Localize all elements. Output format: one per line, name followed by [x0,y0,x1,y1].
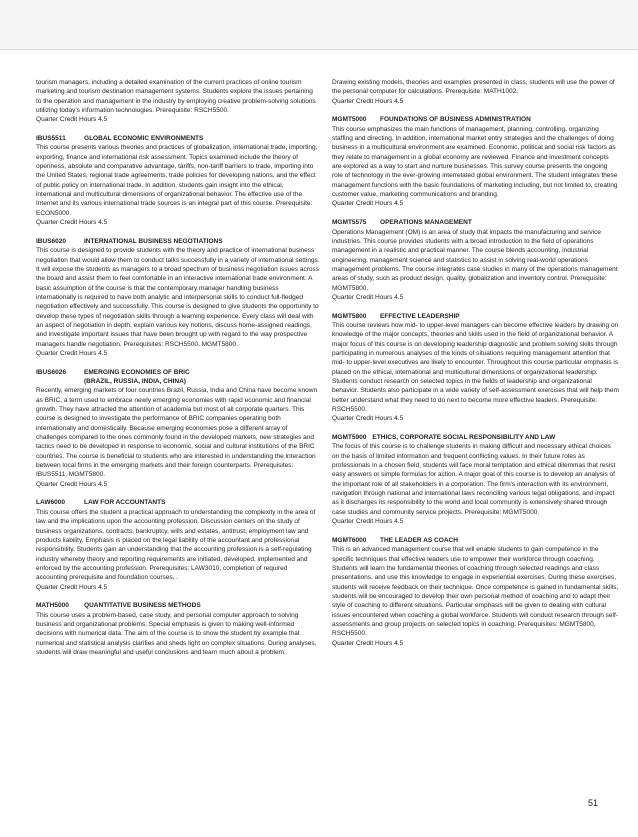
course-mgmt5575 [332,218,619,302]
course-mgmt6000 [332,536,619,648]
course-code: MATH5000 [36,602,69,610]
course-title: GLOBAL ECONOMIC ENVIRONMENTS [84,135,204,143]
course-code: MGMT5000 [332,116,367,124]
course-description: Recently, emerging markets of four countries Brazil, Russia, India and China have become known as BRIC, a term used to embrace newly emerging economies with rapid economic and financial growth. They have attracted the attention of academia but most of all corporate quarters. This course is designed to investigate the performance of BRIC companies operating both internationally and domestically. Because emerging economies pose a different array of challenges compared to the ones commonly found in the developed markets, new strategies and tactics need to be developed in response to economic, social and cultural institutions of the BRIC countries. The course is beneficial to students who are interested in understanding the interaction between local firms in the emerging markets and their foreign counterparts. Prerequisites: IBUS5511, MGMT5800. [36,387,318,479]
course-title: EFFECTIVE LEADERSHIP [380,312,460,320]
right-column [332,78,619,657]
course-law6000 [36,498,320,591]
course-code: IBUS6020 [36,237,67,245]
course-heading [36,368,320,377]
course-description: Operations Management (OM) is an area of study that impacts the manufacturing and service industries. This course provides students with a broad introduction to the field of operations management in a realistic and practical manner. The course blends accounting, industrial engineering, management science and statistics to assist in solving real-world operations management problems. The course integrates case studies in many of the operations management areas of study, such as product design, quality, globalization and inventory control. Prerequisite: MGMT5800. [332,228,618,292]
course-description: tourism managers, including a detailed examination of the current practices of online tourism marketing and tourism destination management systems. Students explore the issues pertaining to the operation and management in the industry by employing creative problem-solving solutions utilizing today’s information technologies. Prerequisite: RSCH5500. [36,79,316,115]
course-credit-hours: Quarter Credit Hours 4.5 [332,415,404,423]
course-code: IBUS5511 [36,135,66,143]
course-mgmt5800 [332,312,619,424]
course-subtitle: (BRAZIL, RUSSIA, INDIA, CHINA) [84,378,186,385]
course-code: MGMT5900 [332,434,367,442]
course-heading [36,237,320,246]
course-heading [332,536,619,545]
course-code: MGMT5800 [332,312,367,320]
course-title: QUANTITATIVE BUSINESS METHODS [84,602,201,610]
course-credit-hours: Quarter Credit Hours 4.5 [332,293,404,301]
course-math5000 [36,601,320,657]
course-description: Drawing existing models, theories and examples presented in class, students will use the power of the personal computer for calculations. Prerequisite: MATH1002. [332,79,615,96]
course-description: This course emphasizes the main functions of management, planning, controlling, organizing staffing and directing. In addition, international market entry strategies and the challenges of doing business in a multicultural environment are examined. Economic, political and social risk factors as they relate to management in a global economy are reviewed. Finance and investment concepts are explored as a way to start and nurture businesses. This survey course presents the ongoing role of technology in the ever-growing interrelated global environment. The student integrates these management functions with the basic foundations of marketing including, but not limited to, creating customer value, marketing communications and branding. [332,125,618,199]
course-ibus6020 [36,237,320,358]
course-credit-hours: Quarter Credit Hours 4.5 [332,97,404,105]
page-number: 51 [588,798,599,808]
course-heading [36,498,320,507]
course-heading [332,312,619,321]
course-description: The focus of this course is to challenge students in making difficult and necessary ethical choices on the basis of limited information and frequent conflicting values. In their future roles as professionals in a chosen field, students will face moral temptation and ethical dilemmas that resist easy answers or simple formulas for action. A major goal of this course is to develop an analysis of the important role of all stakeholders in a corporation. The firm’s interaction with its environment, navigation through national and international laws reconciling various legal obligations, and impact as it discharges its responsibility to the world and local community is extensively shared through case studies and community service projects. Prerequisite: MGMT5000. [332,443,616,516]
top-banner [0,0,638,50]
course-heading [332,433,619,442]
course-credit-hours: Quarter Credit Hours 4.5 [36,349,108,357]
course-credit-hours: Quarter Credit Hours 4.5 [332,200,404,208]
course-code: MGMT5575 [332,219,367,227]
course-heading [36,134,320,143]
continued-course-tail [332,78,619,106]
course-code: IBUS6026 [36,368,67,376]
course-description: This course reviews how mid- to upper-level managers can become effective leaders by drawing on knowledge of the major concepts, theories and skills used in the field of organizational behavior. A major focus of this course is on developing leadership diagnostic and problem solving skills through participating in numerous analyses of the kinds of situations requiring management attention that mid- to upper-level executives are likely to encounter. Throughout this course particular emphasis is placed on the ethical, international and multicultural dimensions of organizational leadership. Students conduct research on selected topics in the fields of leadership and organizational behavior. Students also participate in a wide variety of self-assessment exercises that will help them better understand what they need to do next to become more effective leaders. Prerequisite: RSCH5500. [332,321,619,414]
course-title: INTERNATIONAL BUSINESS NEGOTIATIONS [84,237,223,245]
course-title: LAW FOR ACCOUNTANTS [84,499,166,507]
course-mgmt5900 [332,433,619,526]
course-title: FOUNDATIONS OF BUSINESS ADMINISTRATION [380,116,531,124]
continued-course-tail [36,78,320,125]
left-column [36,78,320,667]
course-title: EMERGING ECONOMIES OF BRIC [84,368,190,376]
course-code: MGMT6000 [332,536,367,544]
course-credit-hours: Quarter Credit Hours 4.5 [36,583,108,591]
course-heading [332,115,619,124]
course-title: THE LEADER AS COACH [380,536,458,544]
course-description: This course uses a problem-based, case study, and personal computer approach to solving business and organizational problems. Special emphasis is given to making well-informed decisions with numerical data. The aim of the course is to show the student by example that numerical and statistical analysis clarifies and sheds light on complex situations. During analyses, students will draw meaningful and useful conclusions and learn much about a problem. [36,611,317,656]
course-credit-hours: Quarter Credit Hours 4.5 [332,639,404,647]
course-mgmt5000 [332,115,619,208]
course-credit-hours: Quarter Credit Hours 4.5 [36,219,108,227]
course-description: This course presents various theories and practices of globalization, international trade, importing, exporting, finance and international risk assessment. Topics examined include the theory of openness, absolute and comparative advantage, tariffs, non-tariff barriers to trade, importing into the United States, regional trade agreements, trade policies for developing nations, and the effect of public policy on international trade. In addition, students gain insight into the ethical, international and multicultural dimensions of organizational behavior. The effective use of the Internet and its various international trade sources is an integral part of this course. Prerequisite: ECON5000. [36,144,318,217]
course-ibus5511 [36,134,320,227]
course-description: This course offers the student a practical approach to understanding the complexity in the area of law and the implications upon the accounting profession. Discussion centers on the study of business organizations, contracts, bankruptcy, wills and estates, antitrust, employment law and products liability. Emphasis is placed on the legal liability of the accountant and professional responsibility. Students gain an understanding that the accounting profession is a self-regulating industry whereby theory and reporting requirements are initiated, developed, implemented and enforced by the accounting profession. Prerequisites: LAW3010, completion of required accounting prerequisite and foundation courses. . [36,508,316,582]
course-title: OPERATIONS MANAGEMENT [380,219,472,227]
course-heading [332,218,619,227]
course-heading [36,601,320,610]
course-description: This is an advanced management course that will enable students to gain competence in the specific techniques that effective leaders use to empower their workforce through coaching. Students will learn the fundamental theories of coaching through selected readings and class presentations, and use this knowledge to engage in experiential exercises. During these exercises, students will receive feedback on their technique. Once competence is gained in fundamental skills, students will be encouraged to develop their own personal method of coaching and to adapt their style of coaching to different situations. Particular emphasis will be given to dealing with cultural issues encountered when coaching a global workforce. Students will conduct research through self-assessments and group projects on selected topics in coaching. Prerequisites: MGMT5800, RSCH5500. [332,546,619,638]
course-credit-hours: Quarter Credit Hours 4.5 [36,116,108,124]
course-ibus6026 [36,368,320,489]
course-code: LAW6000 [36,499,65,507]
course-credit-hours: Quarter Credit Hours 4.5 [36,480,108,488]
course-credit-hours: Quarter Credit Hours 4.5 [332,518,404,526]
course-title: ETHICS, CORPORATE SOCIAL RESPONSIBILITY AND LAW [372,434,556,442]
course-description: This course is designed to provide students with the theory and practice of international business negotiation that would allow them to conduct talks successfully in a variety of international settings. It will expose the students as managers to a broad spectrum of business negotiation issues across the board and assist them to feel comfortable in an interactive international trade environment. A basic assumption of the course is that the contemporary manager handling business internationally is required to have both analytic and interpersonal skills to conduct full-fledged negotiation effectively and successfully. This course is designed to give students the opportunity to develop these types of negotiation skills through a learning experience. Every class will deal with an aspect of negotiation in depth, explain various key notions, discuss home-assigned readings, and investigate important issues that have been brought up with regard to the way prospective managers handle negotiation. Prerequisites: RSCH5500, MGMT5800. [36,247,320,348]
